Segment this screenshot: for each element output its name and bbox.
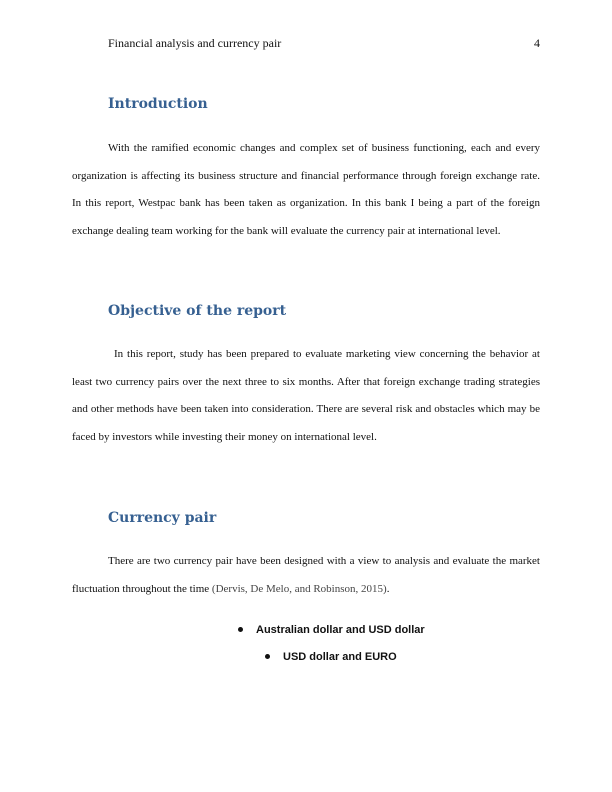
objective-paragraph: In this report, study has been prepared to evaluate marketing view concerning the behavior at least two currency pairs over the next three to six months. After that foreign exchange trading strategies and other methods have been taken into consideration. There are several risk and obstacles which may be faced by investors while investing their money on international level. — [72, 348, 540, 443]
objective-heading: Objective of the report — [108, 303, 287, 319]
paragraph-end: . — [386, 582, 390, 595]
bullet-icon — [265, 654, 270, 659]
currency-pair-heading: Currency pair — [108, 510, 217, 526]
bullet-text-2: USD dollar and EURO — [283, 651, 397, 663]
currency-pair-paragraph — [72, 548, 540, 603]
introduction-paragraph: With the ramified economic changes and complex set of business functioning, each and every organization is affecting its business structure and financial performance through foreign exchange rate. In this report, Westpac bank has been taken as organization. In this bank I being a part of the foreign exchange dealing team working for the bank will evaluate the currency pair at international level. — [72, 142, 540, 237]
bullet-item-1 — [238, 623, 425, 637]
bullet-icon — [238, 627, 243, 632]
running-header-title: Financial analysis and currency pair — [108, 36, 282, 50]
introduction-heading: Introduction — [108, 96, 208, 112]
citation: (Dervis, De Melo, and Robinson, 2015) — [211, 582, 387, 595]
currency-pair-paragraph-text: There are two currency pair have been designed with a view to analysis and evaluate the market fluctuation throughout the time — [72, 555, 540, 595]
bullet-item-2 — [265, 650, 397, 664]
bullet-text-1: Australian dollar and USD dollar — [256, 624, 425, 636]
page-number: 4 — [534, 36, 540, 50]
